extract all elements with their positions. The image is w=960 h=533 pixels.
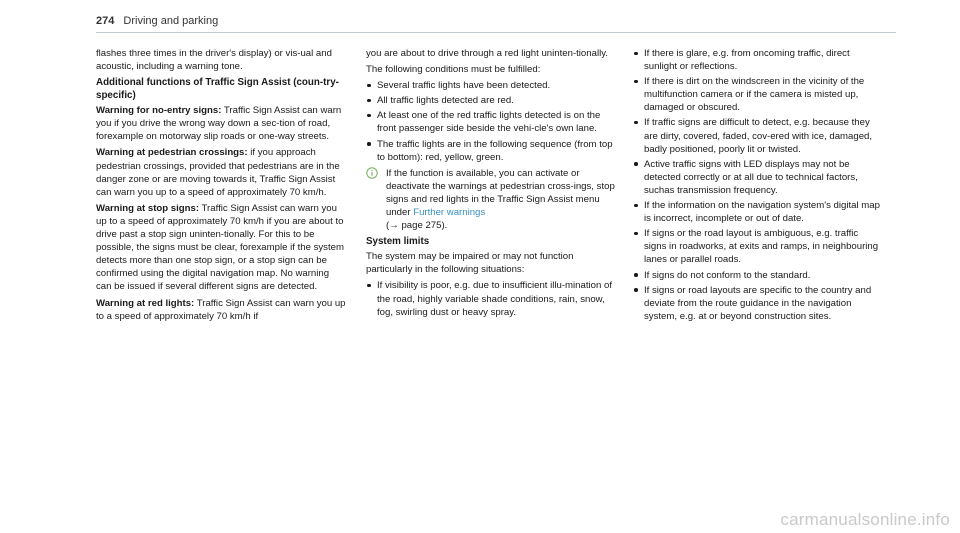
section-title: Driving and parking xyxy=(123,15,219,27)
red-light-paragraph xyxy=(96,297,346,323)
list-item: If there is dirt on the windscreen in the vicinity of the multifunction camera or if the camera is misted up, damaged or obscured. xyxy=(633,75,883,114)
list-item: If traffic signs are difficult to detect, e.g. because they are dirty, covered, faded, cov-ered with ice, damaged, badly positioned, poorly lit or twisted. xyxy=(633,116,883,155)
note-text: If the function is available, you can activate or deactivate the warnings at pedestrian cross-ings, stop signs and red lights in the Traffic Sign Assist menu under xyxy=(386,167,615,219)
list-item: The traffic lights are in the following sequence (from top to bottom): red, yellow, green. xyxy=(366,138,616,164)
column-1 xyxy=(96,47,346,326)
info-note xyxy=(366,167,616,232)
watermark: carmanualsonline.info xyxy=(780,510,950,529)
stop-sign-body: Traffic Sign Assist can warn you up to a speed of approximately 70 km/h if you are about to drive past a stop sign uninten-tionally. For this to be possible, the signs must be clear, forexample if the system detects more than one stop sign, or a stop sign can be confirmed using the digital navigation map. No warning can be issued if several different signs are detected. xyxy=(96,202,344,293)
list-item: If signs or the road layout is ambiguous, e.g. traffic signs in roadworks, at exits and ramps, in neighbouring lanes or parallel roads. xyxy=(633,227,883,266)
column-3 xyxy=(633,47,883,326)
info-icon xyxy=(366,167,378,179)
list-item: If the information on the navigation system's digital map is incorrect, incomplete or out of date. xyxy=(633,199,883,225)
stop-sign-paragraph xyxy=(96,202,346,294)
system-limits-heading: System limits xyxy=(366,236,430,248)
col2-intro: you are about to drive through a red light uninten-tionally. xyxy=(366,48,608,59)
pedestrian-lead: Warning at pedestrian crossings: xyxy=(96,147,248,159)
page-reference-link[interactable]: (→ page 275). xyxy=(386,220,448,232)
pedestrian-paragraph xyxy=(96,146,346,198)
column-2 xyxy=(366,47,616,322)
pedestrian-body: if you approach pedestrian crossings, provided that pedestrians are in the danger zone or are moving towards it, Traffic Sign Assist can warn you up to a speed of approximately 70 km/h. xyxy=(96,147,340,198)
stop-sign-lead: Warning at stop signs: xyxy=(96,202,200,214)
page-number: 274 xyxy=(96,15,115,27)
list-item: All traffic lights detected are red. xyxy=(366,94,616,107)
list-item: Active traffic signs with LED displays may not be detected correctly or at all due to technical factors, suchas transmission frequency. xyxy=(633,158,883,197)
no-entry-body: Traffic Sign Assist can warn you if you drive the wrong way down a sec-tion of road, forexample on motorway slip roads or one-way streets. xyxy=(96,105,342,143)
limits-list-1 xyxy=(366,279,616,318)
list-item: Several traffic lights have been detected. xyxy=(366,79,616,92)
limits-list-2 xyxy=(633,47,883,323)
additional-functions-heading: Additional functions of Traffic Sign Assist (coun-try-specific) xyxy=(96,77,339,102)
conditions-intro: The following conditions must be fulfilled: xyxy=(366,64,541,76)
col1-intro: flashes three times in the driver's display) or vis-ual and acoustic, including a warning tone. xyxy=(96,48,332,73)
list-item: If there is glare, e.g. from oncoming traffic, direct sunlight or reflections. xyxy=(633,47,883,73)
list-item: If signs or road layouts are specific to the country and deviate from the route guidance in the navigation system, e.g. at or beyond construction sites. xyxy=(633,284,883,323)
no-entry-paragraph xyxy=(96,104,346,143)
limits-intro: The system may be impaired or may not function particularly in the following situations: xyxy=(366,251,574,276)
list-item: If signs do not conform to the standard. xyxy=(633,269,883,282)
red-light-body: Traffic Sign Assist can warn you up to a speed of approximately 70 km/h if xyxy=(96,297,346,322)
page-header xyxy=(96,10,896,32)
further-warnings-link[interactable]: Further warnings xyxy=(413,207,486,219)
list-item: At least one of the red traffic lights detected is on the front passenger side beside the vehi-cle's own lane. xyxy=(366,109,616,135)
list-item: If visibility is poor, e.g. due to insufficient illu-mination of the road, highly variable shade conditions, rain, snow, fog, swirling dust or heavy spray. xyxy=(366,279,616,318)
no-entry-lead: Warning for no-entry signs: xyxy=(96,105,222,117)
header-rule xyxy=(96,32,896,33)
red-light-lead: Warning at red lights: xyxy=(96,297,195,309)
conditions-list xyxy=(366,79,616,164)
